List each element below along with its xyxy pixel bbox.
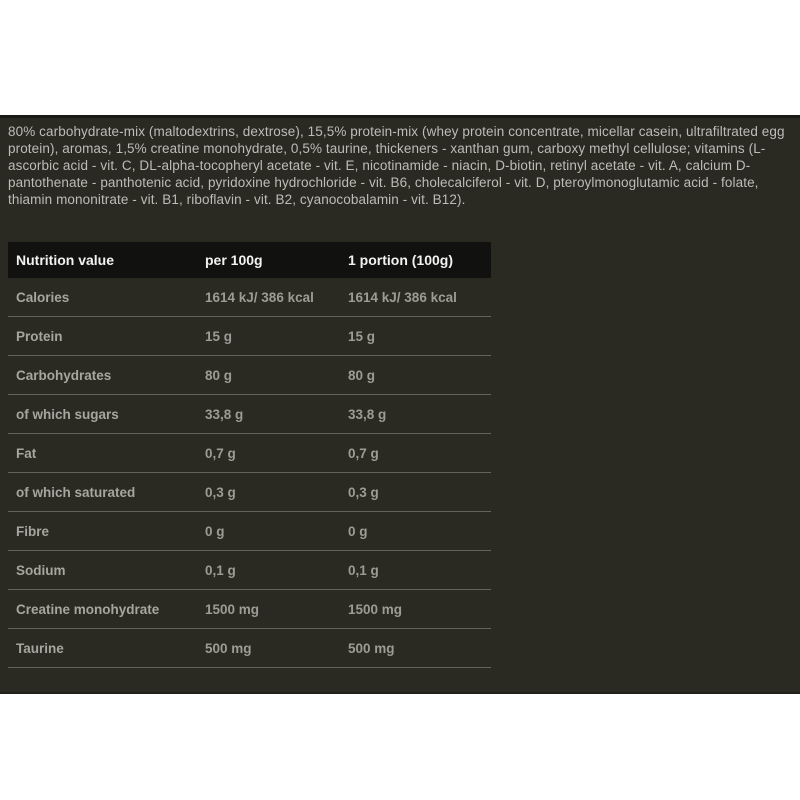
row-label: Protein	[16, 328, 63, 344]
row-label: Sodium	[16, 562, 66, 578]
row-value-portion: 0,7 g	[348, 445, 379, 461]
nutrition-table-header	[8, 242, 491, 278]
row-label: Fibre	[16, 523, 50, 539]
row-label: Fat	[16, 445, 37, 461]
row-label: of which sugars	[16, 406, 119, 422]
table-row	[8, 278, 491, 317]
row-value-portion: 80 g	[348, 367, 376, 383]
table-row	[8, 356, 491, 395]
row-label: of which saturated	[16, 484, 136, 500]
row-value-portion: 0 g	[348, 523, 368, 539]
table-row	[8, 473, 491, 512]
row-value-per-100g: 0,3 g	[205, 484, 236, 500]
nutrition-table	[8, 242, 491, 668]
table-row	[8, 434, 491, 473]
row-value-per-100g: 1500 mg	[205, 601, 260, 617]
row-value-portion: 33,8 g	[348, 406, 387, 422]
row-value-per-100g: 33,8 g	[205, 406, 244, 422]
table-row	[8, 317, 491, 356]
table-row	[8, 551, 491, 590]
header-portion: 1 portion (100g)	[348, 252, 454, 268]
ingredients-paragraph: 80% carbohydrate-mix (maltodextrins, dextrose), 15,5% protein-mix (whey protein concentrate, micellar casein, ultrafiltrated egg protein), aromas, 1,5% creatine monohydrate, 0,5% taurine, thickeners - xanthan gum, carboxy methyl cellulose; vitamins (L-ascorbic acid - vit. C, DL-alpha-tocopheryl acetate - vit. E, nicotinamide - niacin, D-biotin, retinyl acetate - vit. A, calcium D-pantothenate - panthotenic acid, pyridoxine hydrochloride - vit. B6, cholecalciferol - vit. D, pteroylmonoglutamic acid - folate, thiamin mononitrate - vit. B1, riboflavin - vit. B2, cyanocobalamin - vit. B12).	[8, 124, 785, 207]
row-label: Carbohydrates	[16, 367, 112, 383]
row-value-portion: 1500 mg	[348, 601, 403, 617]
row-value-per-100g: 80 g	[205, 367, 233, 383]
table-row	[8, 590, 491, 629]
row-value-portion: 500 mg	[348, 640, 395, 656]
row-value-portion: 1614 kJ/ 386 kcal	[348, 289, 457, 305]
row-value-per-100g: 1614 kJ/ 386 kcal	[205, 289, 314, 305]
row-value-portion: 15 g	[348, 328, 376, 344]
row-value-per-100g: 500 mg	[205, 640, 252, 656]
row-value-portion: 0,1 g	[348, 562, 379, 578]
row-label: Creatine monohydrate	[16, 601, 160, 617]
row-label: Taurine	[16, 640, 64, 656]
row-value-per-100g: 0 g	[205, 523, 225, 539]
row-label: Calories	[16, 289, 70, 305]
row-value-per-100g: 0,7 g	[205, 445, 236, 461]
nutrition-table-body	[8, 278, 491, 668]
row-value-per-100g: 15 g	[205, 328, 233, 344]
row-value-per-100g: 0,1 g	[205, 562, 236, 578]
product-description-panel	[0, 115, 800, 694]
table-row	[8, 629, 491, 668]
header-per-100g: per 100g	[205, 252, 263, 268]
header-nutrition-value: Nutrition value	[16, 252, 115, 268]
row-value-portion: 0,3 g	[348, 484, 379, 500]
table-row	[8, 512, 491, 551]
table-row	[8, 395, 491, 434]
